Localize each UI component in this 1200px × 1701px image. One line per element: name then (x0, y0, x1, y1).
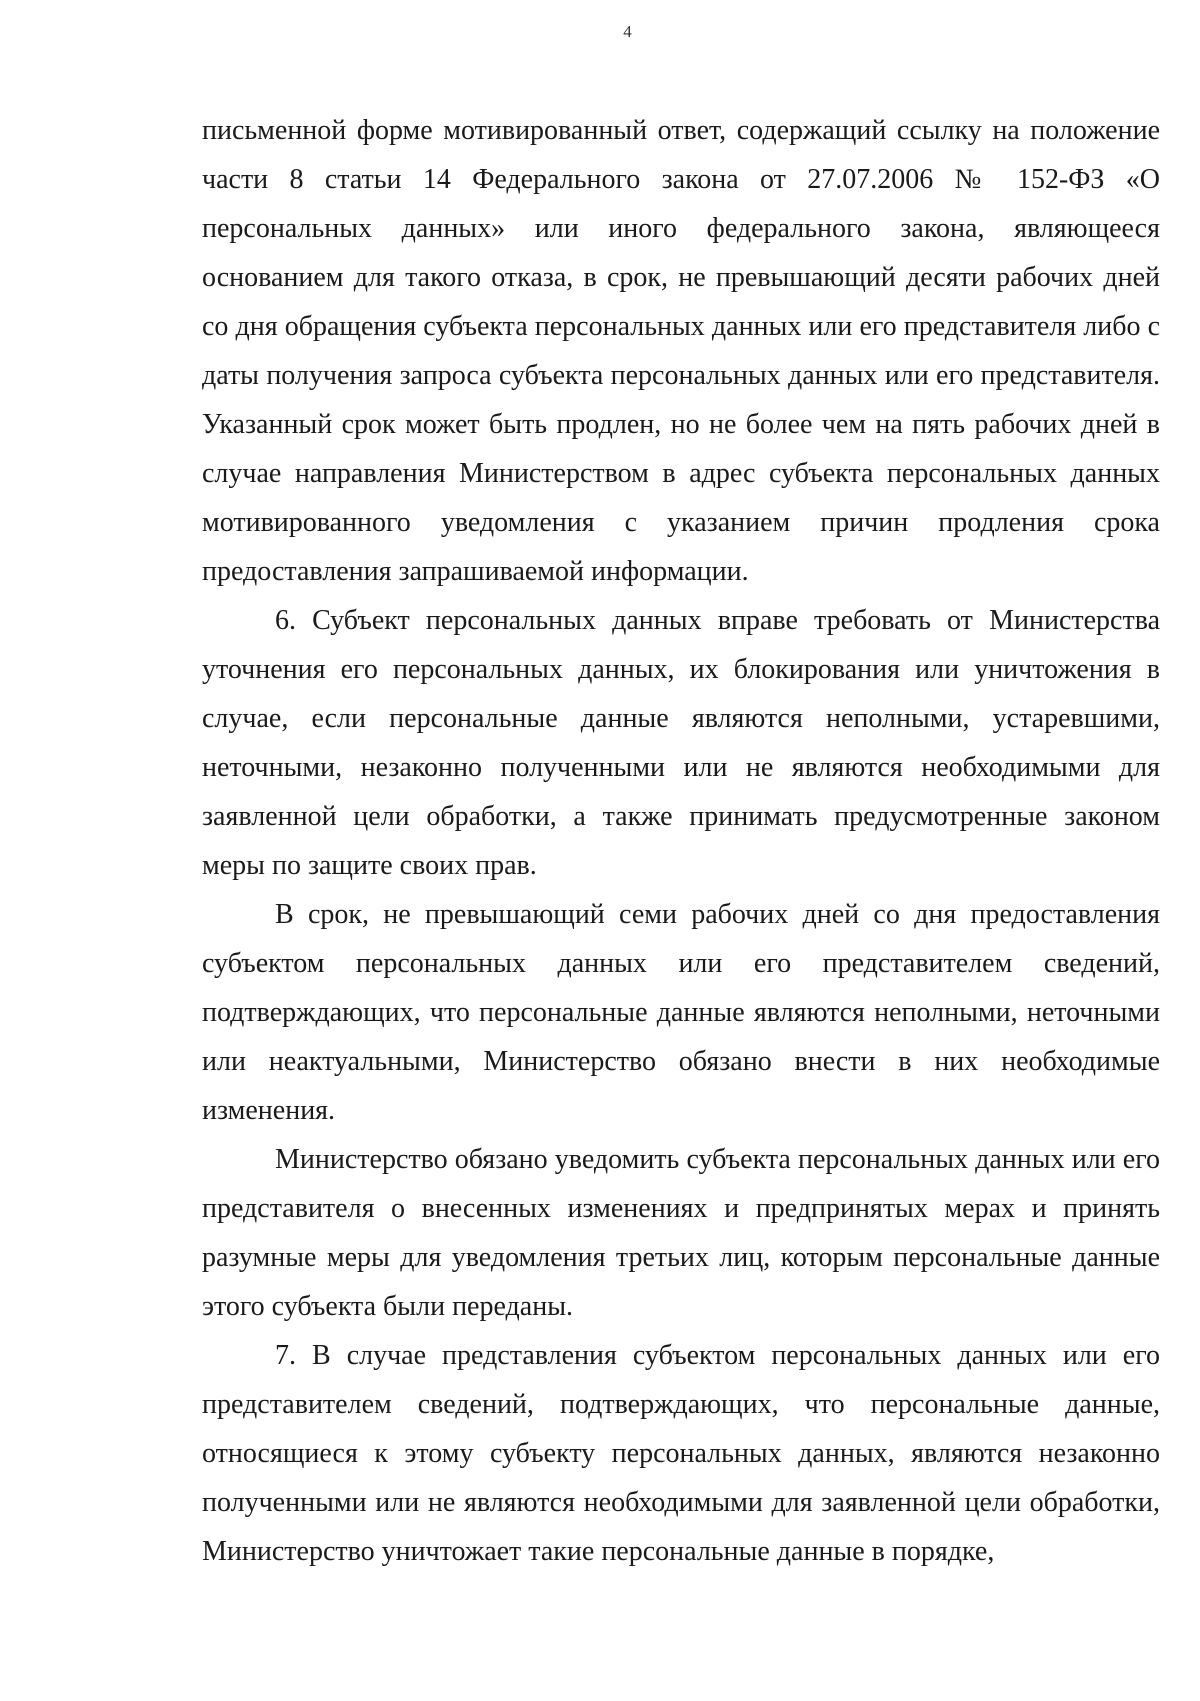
paragraph-notification: Министерство обязано уведомить субъекта персональных данных или его представителя о внесенных изменениях и предпринятых мерах и принять разумные меры для уведомления третьих лиц, которым персональные данные этого субъекта были переданы. (202, 1144, 1160, 1322)
paragraph-continuation: письменной форме мотивированный ответ, содержащий ссылку на положение части 8 статьи 14 Федерального закона от 27.07.2006 № 152-ФЗ «О персональных данных» или иного федерального закона, являющееся основанием для такого отказа, в срок, не превышающий десяти рабочих дней со дня обращения субъекта персональных данных или его представителя либо с даты получения запроса субъекта персональных данных или его представителя. Указанный срок может быть продлен, но не более чем на пять рабочих дней в случае направления Министерством в адрес субъекта персональных данных мотивированного уведомления с указанием причин продления срока предоставления запрашиваемой информации. (202, 115, 1160, 587)
document-body (202, 106, 1160, 1576)
page-number: 4 (623, 22, 632, 41)
paragraph-item-6: 6. Субъект персональных данных вправе требовать от Министерства уточнения его персональных данных, их блокирования или уничтожения в случае, если персональные данные являются неполными, устаревшими, неточными, незаконно полученными или не являются необходимыми для заявленной цели обработки, а также принимать предусмотренные законом меры по защите своих прав. (202, 605, 1160, 881)
paragraph-item-7: 7. В случае представления субъектом персональных данных или его представителем сведений, подтверждающих, что персональные данные, относящиеся к этому субъекту персональных данных, являются незаконно полученными или не являются необходимыми для заявленной цели обработки, Министерство уничтожает такие персональные данные в порядке, (202, 1340, 1160, 1567)
paragraph-correction-deadline: В срок, не превышающий семи рабочих дней со дня предоставления субъектом персональных данных или его представителем сведений, подтверждающих, что персональные данные являются неполными, неточными или неактуальными, Министерство обязано внести в них необходимые изменения. (202, 899, 1160, 1126)
